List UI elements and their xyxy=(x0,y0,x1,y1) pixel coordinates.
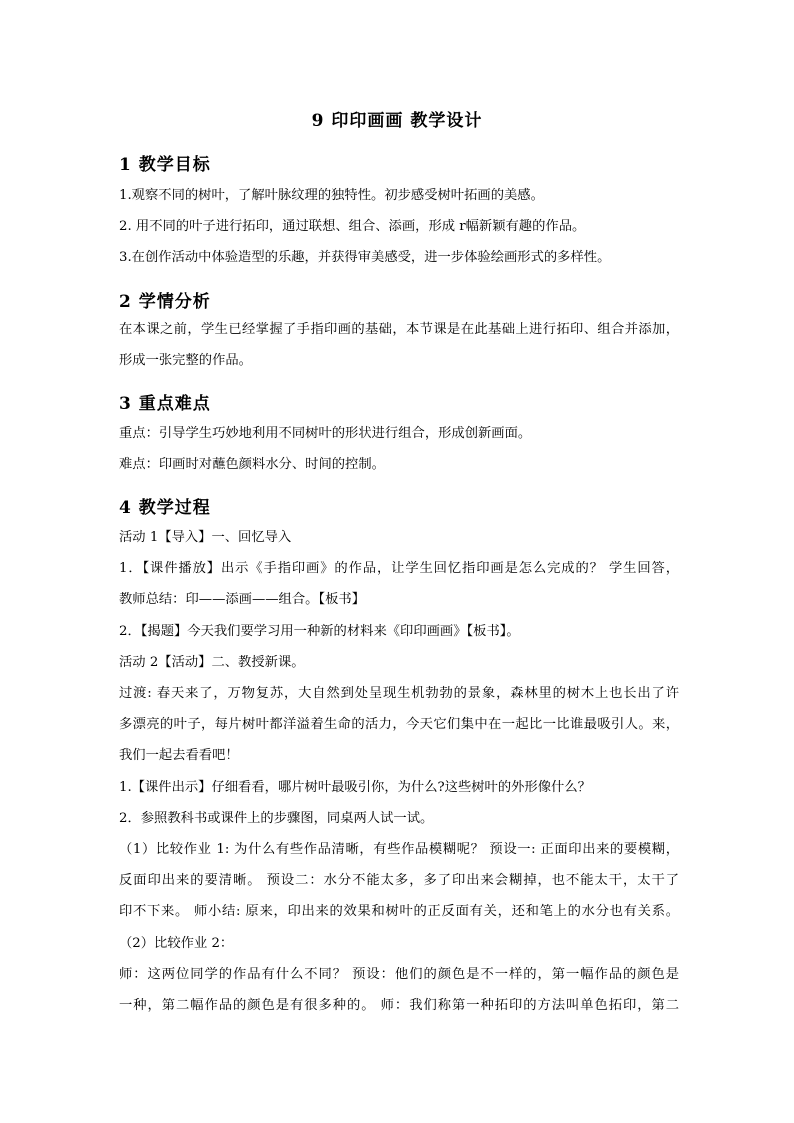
section-heading-process: 4 教学过程 xyxy=(119,498,211,518)
paragraph-line: （2）比较作业 2： xyxy=(119,936,234,951)
paragraph-line: 过渡: 春天来了，万物复苏，大自然到处呈现生机勃勃的景象，森林里的树木上也长出了许 xyxy=(119,686,679,701)
paragraph-line: 难点：印画时对蘸色颜料水分、时间的控制。 xyxy=(119,457,385,472)
paragraph-line: 我们一起去看看吧！ xyxy=(119,748,239,763)
paragraph-line: （1）比较作业 1: 为什么有些作品清晰，有些作品模糊呢？ 预设一: 正面印出来的要模糊， xyxy=(119,842,679,857)
paragraph-line: 活动 1【导入】一、回忆导入 xyxy=(119,530,292,545)
paragraph-line: 1.观察不同的树叶，了解叶脉纹理的独特性。初步感受树叶拓画的美感。 xyxy=(119,188,544,203)
paragraph-line: 2．【揭题】今天我们要学习用一种新的材料来《印印画画》【板书】。 xyxy=(119,624,520,639)
paragraph-line: 2. 用不同的叶子进行拓印，通过联想、组合、添画，形成 r幅新颖有趣的作品。 xyxy=(119,219,586,234)
paragraph-line: 形成一张完整的作品。 xyxy=(119,353,252,368)
section-heading-key-points: 3 重点难点 xyxy=(119,394,211,414)
paragraph-line: 多漂亮的叶子，每片树叶都洋溢着生命的活力，今天它们集中在一起比一比谁最吸引人。来， xyxy=(119,717,679,732)
paragraph-line: 在本课之前，学生已经掌握了手指印画的基础，本节课是在此基础上进行拓印、组合并添加， xyxy=(119,322,679,337)
section-heading-goals: 1 教学目标 xyxy=(119,155,211,175)
paragraph-line: 师：这两位同学的作品有什么不同？ 预设：他们的颜色是不一样的，第一幅作品的颜色是 xyxy=(119,967,679,982)
section-heading-analysis: 2 学情分析 xyxy=(119,292,211,312)
paragraph-line: 1．【课件播放】出示《手指印画》的作品，让学生回忆指印画是怎么完成的？ 学生回答， xyxy=(119,561,679,576)
paragraph-line: 教师总结：印——添画——组合。【板书】 xyxy=(119,592,365,607)
paragraph-line: 3.在创作活动中体验造型的乐趣，并获得审美感受，进一步体验绘画形式的多样性。 xyxy=(119,250,611,265)
paragraph-line: 一种，第二幅作品的颜色是有很多种的。 师：我们称第一种拓印的方法叫单色拓印，第二 xyxy=(119,998,679,1013)
document-title: 9 印印画画 教学设计 xyxy=(311,111,483,131)
paragraph-line: 活动 2【活动】二、教授新课。 xyxy=(119,655,305,670)
paragraph-line: 印不下来。 师小结: 原来，印出来的效果和树叶的正反面有关，还和笔上的水分也有关系。 xyxy=(119,904,679,919)
paragraph-line: 重点：引导学生巧妙地利用不同树叶的形状进行组合，形成创新画面。 xyxy=(119,426,532,441)
paragraph-line: 反面印出来的要清晰。 预设二：水分不能太多，多了印出来会糊掉，也不能太干，太干了 xyxy=(119,873,679,888)
paragraph-line: 1.【课件出示】仔细看看，哪片树叶最吸引你，为什么?这些树叶的外形像什么？ xyxy=(119,780,591,795)
paragraph-line: 2．参照教科书或课件上的步骤图，同桌两人试一试。 xyxy=(119,811,434,826)
